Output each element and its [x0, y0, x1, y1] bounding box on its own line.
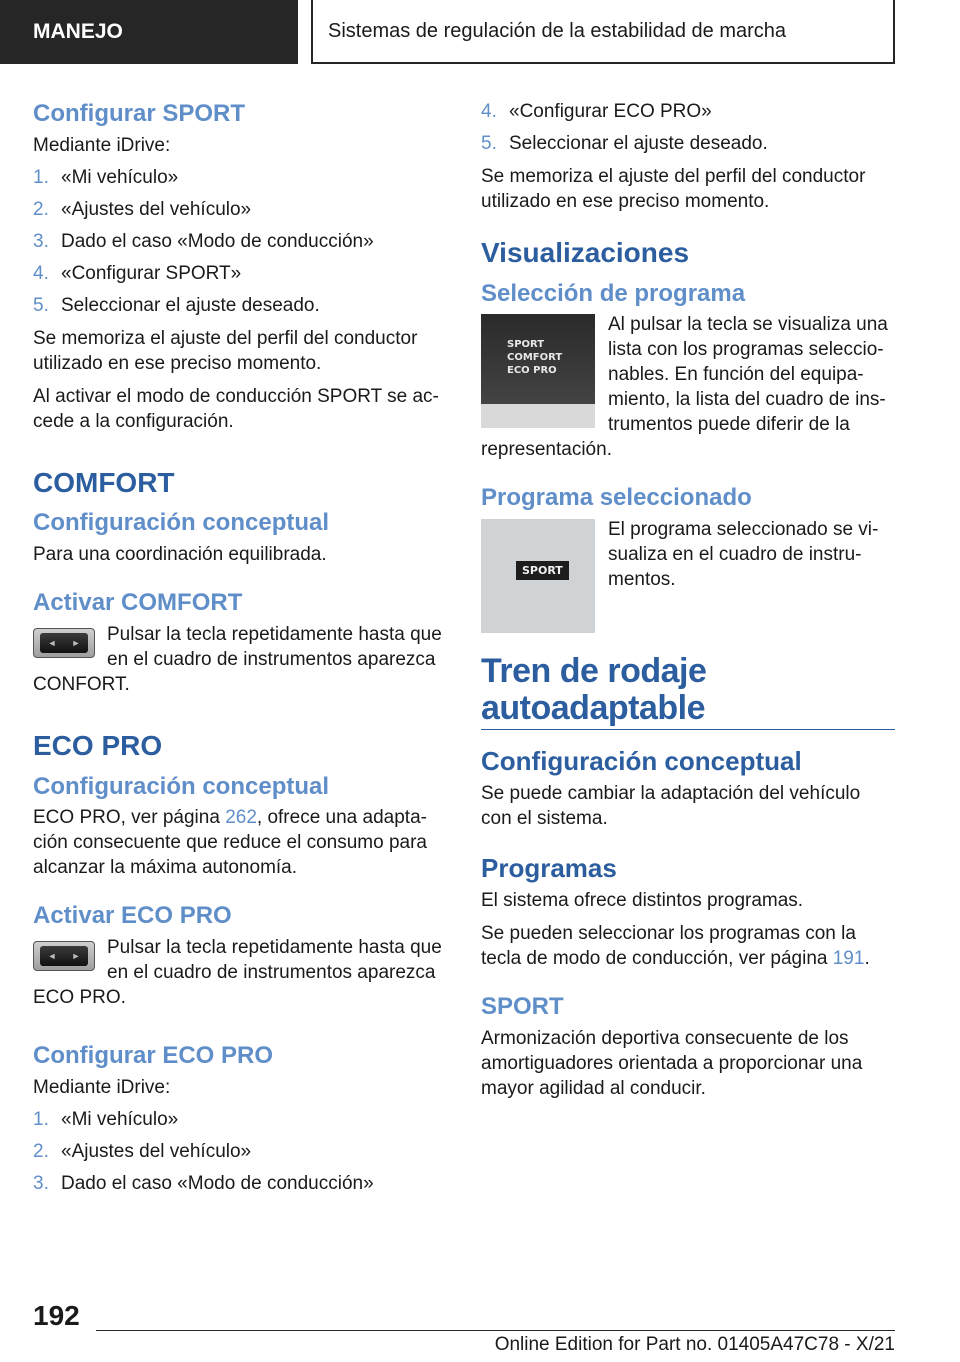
chevron-left-icon: ◄	[47, 951, 57, 962]
left-column	[33, 100, 443, 1204]
list-item: 4. «Configurar ECO PRO»	[481, 101, 712, 122]
program-select-text: Al pulsar la tecla se visualiza una lista con los programas seleccio-nables. En función del equipa-miento, la lista del cuadro de ins-trumentos puede diferir de la representación.	[481, 314, 888, 461]
list-item: 3. Dado el caso «Modo de conducción»	[33, 1172, 374, 1194]
heading-configurar-sport: Configurar SPORT	[33, 100, 246, 127]
chevron-right-icon: ►	[71, 637, 81, 648]
eco-config-steps	[33, 1108, 443, 1196]
list-item: 2. «Ajustes del vehículo»	[33, 1140, 252, 1162]
sport-display-image	[481, 519, 595, 633]
heading-activar-eco-pro: Activar ECO PRO	[33, 902, 232, 930]
menu-item-comfort: COMFORT	[507, 352, 563, 364]
page-link-262[interactable]: 262	[225, 807, 257, 829]
sport-config-note1: Se memoriza el ajuste del perfil del conductor utilizado en ese preciso momento.	[33, 327, 418, 374]
header-chapter: Sistemas de regulación de la estabilidad de marcha	[311, 0, 895, 64]
heading-activar-comfort: Activar COMFORT	[33, 589, 243, 617]
list-item: 1. «Mi vehículo»	[33, 166, 179, 188]
menu-item-eco-pro: ECO PRO	[507, 365, 557, 377]
eco-config-steps-cont	[481, 100, 895, 156]
list-item: 5. Seleccionar el ajuste deseado.	[33, 294, 320, 316]
page-link-191[interactable]: 191	[832, 948, 865, 969]
heading-programa-seleccionado: Programa seleccionado	[481, 484, 752, 512]
heading-tren-de-rodaje: Tren de rodaje autoadaptable	[481, 653, 895, 729]
list-item: 1. «Mi vehículo»	[33, 1108, 179, 1130]
menu-item-sport: SPORT	[507, 339, 545, 351]
heading-comfort-concept: Configuración conceptual	[33, 509, 330, 537]
program-selected-block	[481, 517, 895, 639]
list-item: 4. «Configurar SPORT»	[33, 262, 242, 284]
programs-text-1: El sistema ofrece distintos programas.	[481, 890, 804, 911]
list-item: 5. Seleccionar el ajuste deseado.	[481, 133, 768, 154]
sport-config-steps	[33, 166, 443, 318]
chevron-right-icon: ►	[71, 951, 81, 962]
heading-comfort: COMFORT	[33, 466, 175, 498]
drive-mode-button-image	[33, 628, 95, 658]
heading-configurar-eco-pro: Configurar ECO PRO	[33, 1042, 274, 1070]
chassis-concept-text: Se puede cambiar la adaptación del vehículo con el sistema.	[481, 782, 861, 829]
heading-eco-concept: Configuración conceptual	[33, 772, 330, 800]
eco-config-intro: Mediante iDrive:	[33, 1076, 171, 1098]
right-column	[481, 100, 895, 1109]
sport-program-text: Armonización deportiva consecuente de los amortiguadores orientada a proporcionar una mayor agilidad al conducir.	[481, 1027, 863, 1099]
heading-programas: Programas	[481, 852, 617, 883]
footer-divider	[96, 1330, 895, 1331]
eco-config-note: Se memoriza el ajuste del perfil del conductor utilizado en ese preciso momento.	[481, 166, 866, 212]
heading-sport-program: SPORT	[481, 993, 564, 1020]
heading-visualizaciones: Visualizaciones	[481, 237, 690, 268]
program-selected-text: El programa seleccionado se vi-sualiza en el cuadro de instru-mentos.	[608, 519, 879, 591]
comfort-concept-text: Para una coordinación equilibrada.	[33, 544, 327, 566]
program-list-display-image	[481, 314, 595, 428]
programs-text-2: Se pueden seleccionar los programas con la tecla de modo de conducción, ver página 191.	[481, 923, 870, 969]
list-item: 3. Dado el caso «Modo de conducción»	[33, 230, 374, 252]
eco-activate-block	[33, 935, 443, 1018]
page-number: 192	[33, 1300, 80, 1331]
header-section: MANEJO	[0, 0, 298, 64]
sport-badge: SPORT	[516, 561, 569, 580]
heading-eco-pro: ECO PRO	[33, 729, 163, 761]
heading-seleccion-programa: Selección de programa	[481, 279, 746, 307]
program-select-block	[481, 312, 895, 470]
drive-mode-button-image	[33, 941, 95, 971]
eco-concept-text: ECO PRO, ver página 262, ofrece una adapta-ción consecuente que reduce el consumo para alcanzar la máxima autonomía.	[33, 807, 427, 879]
sport-config-note2: Al activar el modo de conducción SPORT se ac-cede a la configuración.	[33, 385, 439, 432]
sport-config-intro: Mediante iDrive:	[33, 134, 171, 156]
footer-edition: Online Edition for Part no. 01405A47C78 - X/21	[494, 1334, 895, 1355]
eco-activate-text: Pulsar la tecla repetidamente hasta que en el cuadro de instrumentos aparezca ECO PRO.	[33, 937, 442, 1009]
chevron-left-icon: ◄	[47, 637, 57, 648]
comfort-activate-text: Pulsar la tecla repetidamente hasta que en el cuadro de instrumentos aparezca CONFORT.	[33, 623, 442, 695]
list-item: 2. «Ajustes del vehículo»	[33, 198, 252, 220]
heading-chassis-concept: Configuración conceptual	[481, 745, 802, 776]
comfort-activate-block	[33, 622, 443, 705]
